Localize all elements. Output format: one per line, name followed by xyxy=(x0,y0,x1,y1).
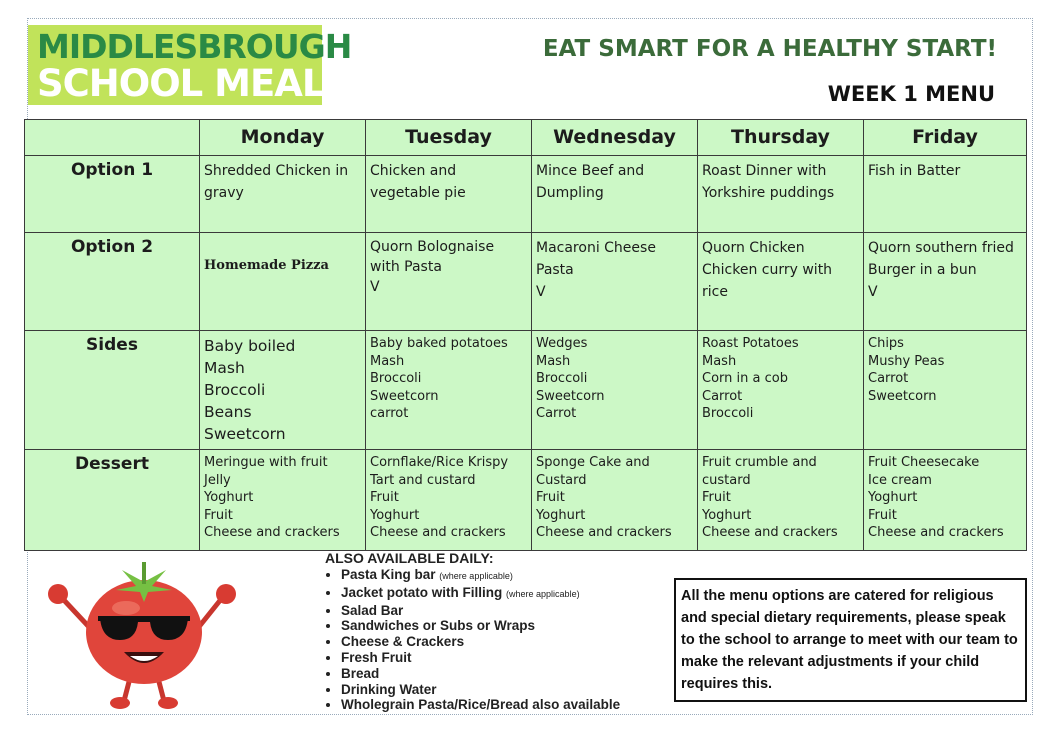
menu-item: Quorn southern fried Burger in a bun xyxy=(868,240,1014,278)
day-tuesday: Tuesday xyxy=(366,120,532,156)
dietary-requirements-note: All the menu options are catered for religious and special dietary requirements, please speak to the school to arrange to meet with our team to make the relevant adjustments if your child requires this. xyxy=(674,578,1027,702)
menu-item: Quorn Chicken xyxy=(702,240,805,256)
menu-item: carrot xyxy=(370,406,409,421)
menu-item: Sponge Cake and xyxy=(536,455,650,470)
day-friday: Friday xyxy=(864,120,1027,156)
menu-item: Ice cream xyxy=(868,472,932,488)
menu-item: Meringue with fruit xyxy=(204,455,328,470)
row-label-option1: Option 1 xyxy=(25,156,200,233)
menu-item: Broccoli xyxy=(370,371,422,386)
cell-option1-thursday xyxy=(698,156,864,233)
daily-item: • Salad Bar xyxy=(341,603,665,619)
menu-item: Mince Beef and Dumpling xyxy=(536,163,645,201)
menu-item: Sweetcorn xyxy=(370,388,439,404)
daily-item xyxy=(341,567,665,585)
menu-item: Jelly xyxy=(204,472,231,488)
menu-item: Chicken curry with rice xyxy=(702,262,833,300)
logo-line-2: SCHOOL MEALS xyxy=(37,62,351,105)
menu-item: Fruit xyxy=(536,490,565,505)
tomato-mascot-icon xyxy=(40,556,240,716)
cell-sides-thursday xyxy=(698,331,864,450)
row-option1 xyxy=(25,156,1027,233)
menu-item: Quorn Bolognaise with Pasta xyxy=(370,239,495,275)
daily-item-text: Pasta King bar xyxy=(341,567,436,582)
daily-heading: ALSO AVAILABLE DAILY: xyxy=(325,550,494,566)
cell-option1-tuesday xyxy=(366,156,532,233)
menu-item: Fruit xyxy=(204,507,233,523)
daily-item: • Sandwiches or Subs or Wraps xyxy=(341,618,665,634)
menu-item: Cheese and crackers xyxy=(204,525,340,540)
day-monday: Monday xyxy=(200,120,366,156)
menu-item: Broccoli xyxy=(536,371,588,386)
daily-item: • Bread xyxy=(341,666,665,682)
menu-item: Beans xyxy=(204,403,252,421)
menu-item: Mash xyxy=(536,353,571,369)
menu-item: Cheese and crackers xyxy=(702,525,838,540)
menu-item: Fish in Batter xyxy=(868,163,961,179)
slogan: EAT SMART FOR A HEALTHY START! xyxy=(542,36,997,62)
cell-option2-monday xyxy=(200,233,366,331)
row-label-sides: Sides xyxy=(25,331,200,450)
menu-item: Yoghurt xyxy=(370,507,420,523)
logo-line-1: MIDDLESBROUGH xyxy=(37,27,352,66)
row-dessert xyxy=(25,450,1027,551)
cell-dessert-monday xyxy=(200,450,366,551)
cell-dessert-wednesday xyxy=(532,450,698,551)
cell-option2-wednesday xyxy=(532,233,698,331)
cell-dessert-friday xyxy=(864,450,1027,551)
menu-item: Chicken and vegetable pie xyxy=(370,163,466,201)
cell-option2-thursday xyxy=(698,233,864,331)
menu-item: V xyxy=(370,279,380,295)
menu-item: Mash xyxy=(370,353,405,369)
menu-item: Carrot xyxy=(868,371,909,386)
menu-item: V xyxy=(536,284,546,300)
menu-item: Cheese and crackers xyxy=(868,525,1004,540)
menu-item: Cornflake/Rice Krispy xyxy=(370,455,509,470)
menu-item: Cheese and crackers xyxy=(370,525,506,540)
menu-item: Sweetcorn xyxy=(204,425,286,443)
menu-item: Fruit xyxy=(370,490,399,505)
daily-list xyxy=(325,567,665,713)
day-thursday: Thursday xyxy=(698,120,864,156)
menu-item: Fruit Cheesecake xyxy=(868,455,980,470)
cell-sides-monday xyxy=(200,331,366,450)
menu-item: Sweetcorn xyxy=(536,388,605,404)
menu-item: Yoghurt xyxy=(868,490,918,505)
menu-item: Roast Potatoes xyxy=(702,336,799,351)
daily-item: • Drinking Water xyxy=(341,682,665,698)
corner-cell xyxy=(25,120,200,156)
menu-item: Chips xyxy=(868,336,904,351)
also-available-daily xyxy=(325,550,665,713)
menu-item: Mushy Peas xyxy=(868,353,945,369)
menu-item: Cheese and crackers xyxy=(536,525,672,540)
cell-option2-friday xyxy=(864,233,1027,331)
cell-option1-monday xyxy=(200,156,366,233)
daily-item: • Wholegrain Pasta/Rice/Bread also available xyxy=(341,697,665,713)
day-wednesday: Wednesday xyxy=(532,120,698,156)
week-title: WEEK 1 MENU xyxy=(827,82,995,106)
menu-item: Yoghurt xyxy=(536,507,586,523)
menu-item: Yoghurt xyxy=(204,490,254,505)
row-sides xyxy=(25,331,1027,450)
header-row xyxy=(25,120,1027,156)
daily-item xyxy=(341,585,665,603)
row-label-option2: Option 2 xyxy=(25,233,200,331)
menu-item: Mash xyxy=(702,353,737,369)
middlesbrough-school-meals-logo xyxy=(28,25,352,105)
cell-sides-tuesday xyxy=(366,331,532,450)
menu-item: Yoghurt xyxy=(702,507,752,523)
menu-item: Fruit crumble and custard xyxy=(702,455,817,488)
menu-item: Pasta xyxy=(536,262,574,278)
cell-dessert-thursday xyxy=(698,450,864,551)
daily-item-text: Jacket potato with Filling xyxy=(341,584,503,600)
daily-item: • Cheese & Crackers xyxy=(341,634,665,650)
cell-option1-friday xyxy=(864,156,1027,233)
daily-item: • Fresh Fruit xyxy=(341,650,665,666)
row-option2 xyxy=(25,233,1027,331)
menu-item: Carrot xyxy=(702,388,743,404)
menu-item: Fruit xyxy=(868,507,897,523)
row-label-dessert: Dessert xyxy=(25,450,200,551)
daily-item-note: (where applicable) xyxy=(506,588,580,599)
menu-item: Custard xyxy=(536,472,587,488)
menu-item: Broccoli xyxy=(204,381,266,399)
menu-item: Shredded Chicken in gravy xyxy=(204,163,349,201)
menu-item: Carrot xyxy=(536,406,577,421)
menu-item: V xyxy=(868,284,878,300)
menu-item: Sweetcorn xyxy=(868,388,937,404)
cell-option2-tuesday xyxy=(366,233,532,331)
menu-item: Corn in a cob xyxy=(702,371,788,386)
cell-dessert-tuesday xyxy=(366,450,532,551)
daily-item-note: (where applicable) xyxy=(439,571,513,581)
menu-item: Macaroni Cheese xyxy=(536,240,656,256)
menu-item: Wedges xyxy=(536,336,588,351)
menu-table xyxy=(24,119,1027,551)
menu-item: Broccoli xyxy=(702,406,754,421)
menu-item: Baby baked potatoes xyxy=(370,336,508,351)
menu-item: Baby boiled xyxy=(204,337,296,355)
menu-item: Mash xyxy=(204,359,245,377)
menu-item: Tart and custard xyxy=(370,472,476,488)
menu-item: Fruit xyxy=(702,490,731,505)
cell-sides-friday xyxy=(864,331,1027,450)
menu-item: Roast Dinner with Yorkshire puddings xyxy=(702,163,835,201)
cell-sides-wednesday xyxy=(532,331,698,450)
cell-option1-wednesday xyxy=(532,156,698,233)
homemade-pizza-label: Homemade Pizza xyxy=(204,258,329,273)
